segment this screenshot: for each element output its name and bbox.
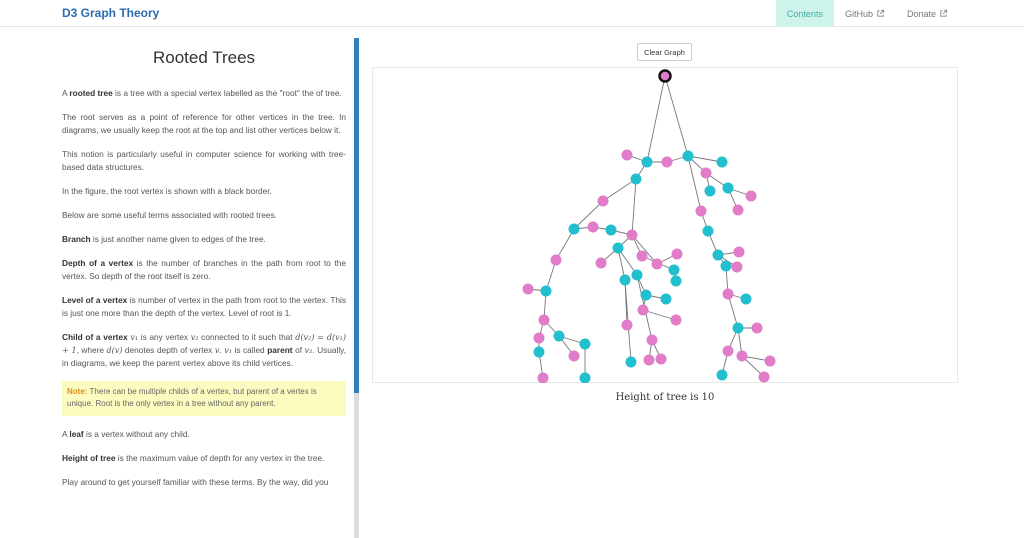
nav-contents-label: Contents (786, 8, 823, 19)
tree-vertex[interactable] (523, 284, 534, 295)
tree-vertex[interactable] (696, 206, 707, 217)
tree-vertex[interactable] (683, 151, 694, 162)
tree-height-label: Height of tree is 10 (615, 392, 715, 403)
tree-vertex[interactable] (765, 356, 776, 367)
tree-vertex[interactable] (641, 290, 652, 301)
tree-vertex[interactable] (541, 286, 552, 297)
tree-vertex[interactable] (752, 323, 763, 334)
graph-canvas[interactable] (372, 67, 958, 383)
content-scrollbar[interactable] (354, 38, 359, 538)
tree-vertex[interactable] (733, 205, 744, 216)
tree-vertex[interactable] (598, 196, 609, 207)
nav-donate-label: Donate (906, 8, 936, 19)
navbar (0, 0, 1024, 27)
tree-vertex[interactable] (669, 265, 680, 276)
tree-vertex[interactable] (632, 270, 643, 281)
nav-github-link[interactable] (834, 0, 896, 27)
tree-vertex[interactable] (705, 186, 716, 197)
nav-links (776, 0, 959, 27)
paragraph-depth: Depth of a vertex is the number of branches in the path from root to the vertex. So depth of the root itself is zero. (62, 258, 346, 281)
tree-vertex[interactable] (606, 225, 617, 236)
external-link-icon (939, 9, 948, 18)
tree-vertex[interactable] (538, 373, 549, 384)
root-vertex[interactable] (660, 71, 671, 82)
tree-vertex[interactable] (717, 157, 728, 168)
tree-vertex[interactable] (661, 294, 672, 305)
paragraph-rooted-tree: A rooted tree is a tree with a special vertex labelled as the "root" the of tree. (62, 88, 342, 98)
tree-vertex[interactable] (737, 351, 748, 362)
tree-vertex[interactable] (703, 226, 714, 237)
tree-vertex[interactable] (656, 354, 667, 365)
nav-donate-link[interactable] (896, 0, 959, 27)
brand-link[interactable]: D3 Graph Theory (62, 6, 160, 20)
paragraph-leaf: A leaf is a vertex without any child. (62, 429, 190, 439)
tree-vertex[interactable] (596, 258, 607, 269)
content-panel (0, 27, 360, 538)
tree-vertex[interactable] (644, 355, 655, 366)
tree-vertex[interactable] (569, 224, 580, 235)
tree-vertex[interactable] (647, 335, 658, 346)
paragraph-height: Height of tree is the maximum value of depth for any vertex in the tree. (62, 453, 325, 463)
tree-vertex[interactable] (580, 339, 591, 350)
nav-contents-link[interactable] (776, 0, 834, 27)
tree-vertex[interactable] (734, 247, 745, 258)
tree-vertex[interactable] (733, 323, 744, 334)
tree-vertex[interactable] (613, 243, 624, 254)
tree-vertex[interactable] (672, 249, 683, 260)
tree-vertex[interactable] (717, 370, 728, 381)
tree-vertex[interactable] (569, 351, 580, 362)
tree-vertex[interactable] (534, 347, 545, 358)
paragraph-level: Level of a vertex is number of vertex in the path from root to the vertex. This is just one more than the depth of the vertex. Level of root is 1. (62, 295, 347, 318)
tree-vertex[interactable] (721, 261, 732, 272)
tree-vertex[interactable] (701, 168, 712, 179)
paragraph-play: Play around to get yourself familiar with these terms. By the way, did you (62, 477, 329, 487)
tree-vertex[interactable] (723, 346, 734, 357)
paragraph-child: Child of a vertex v₁ is any vertex v₂ connected to it such that d(v₂) = d(v₁) + 1, where d(v) denotes depth of vertex v. v₁ is called parent of v₂. Usually, in diagrams, we keep the parent vertex above its child vertices. (62, 332, 347, 368)
tree-vertex[interactable] (671, 276, 682, 287)
tree-vertex[interactable] (713, 250, 724, 261)
tree-vertex[interactable] (652, 259, 663, 270)
page-title: Rooted Trees (152, 48, 256, 67)
tree-vertex[interactable] (662, 157, 673, 168)
tree-vertex[interactable] (622, 320, 633, 331)
tree-vertex[interactable] (622, 150, 633, 161)
tree-vertex[interactable] (723, 289, 734, 300)
tree-vertex[interactable] (741, 294, 752, 305)
tree-vertex[interactable] (627, 230, 638, 241)
paragraph-terms-intro: Below are some useful terms associated with rooted trees. (62, 210, 277, 220)
tree-vertex[interactable] (534, 333, 545, 344)
content-text (62, 27, 346, 500)
note-box: Note: There can be multiple childs of a vertex, but parent of a vertex is unique. Root is the only vertex in a tree without any parent. (62, 381, 346, 416)
tree-vertex[interactable] (723, 183, 734, 194)
tree-vertex[interactable] (554, 331, 565, 342)
tree-vertex[interactable] (732, 262, 743, 273)
tree-vertex[interactable] (671, 315, 682, 326)
tree-vertex[interactable] (638, 305, 649, 316)
tree-vertex[interactable] (539, 315, 550, 326)
tree-vertex[interactable] (580, 373, 591, 384)
nav-github-label: GitHub (844, 8, 873, 19)
paragraph-root-reference: The root serves as a point of reference for other vertices in the tree. In diagrams, we usually keep the root at the top and list other vertices below it. (62, 112, 346, 135)
tree-vertex[interactable] (631, 174, 642, 185)
tree-vertex[interactable] (551, 255, 562, 266)
tree-vertex[interactable] (620, 275, 631, 286)
scrollbar-thumb[interactable] (354, 38, 359, 393)
tree-vertex[interactable] (746, 191, 757, 202)
paragraph-cs-usage: This notion is particularly useful in computer science for working with tree-based data structures. (62, 149, 346, 172)
tree-vertex[interactable] (759, 372, 770, 383)
external-link-icon (876, 9, 885, 18)
paragraph-branch: Branch is just another name given to edges of the tree. (62, 234, 266, 244)
tree-vertex[interactable] (626, 357, 637, 368)
tree-vertex[interactable] (588, 222, 599, 233)
tree-vertex[interactable] (642, 157, 653, 168)
clear-graph-button[interactable]: Clear Graph (637, 43, 692, 61)
paragraph-root-border: In the figure, the root vertex is shown with a black border. (62, 186, 272, 196)
tree-vertex[interactable] (637, 251, 648, 262)
